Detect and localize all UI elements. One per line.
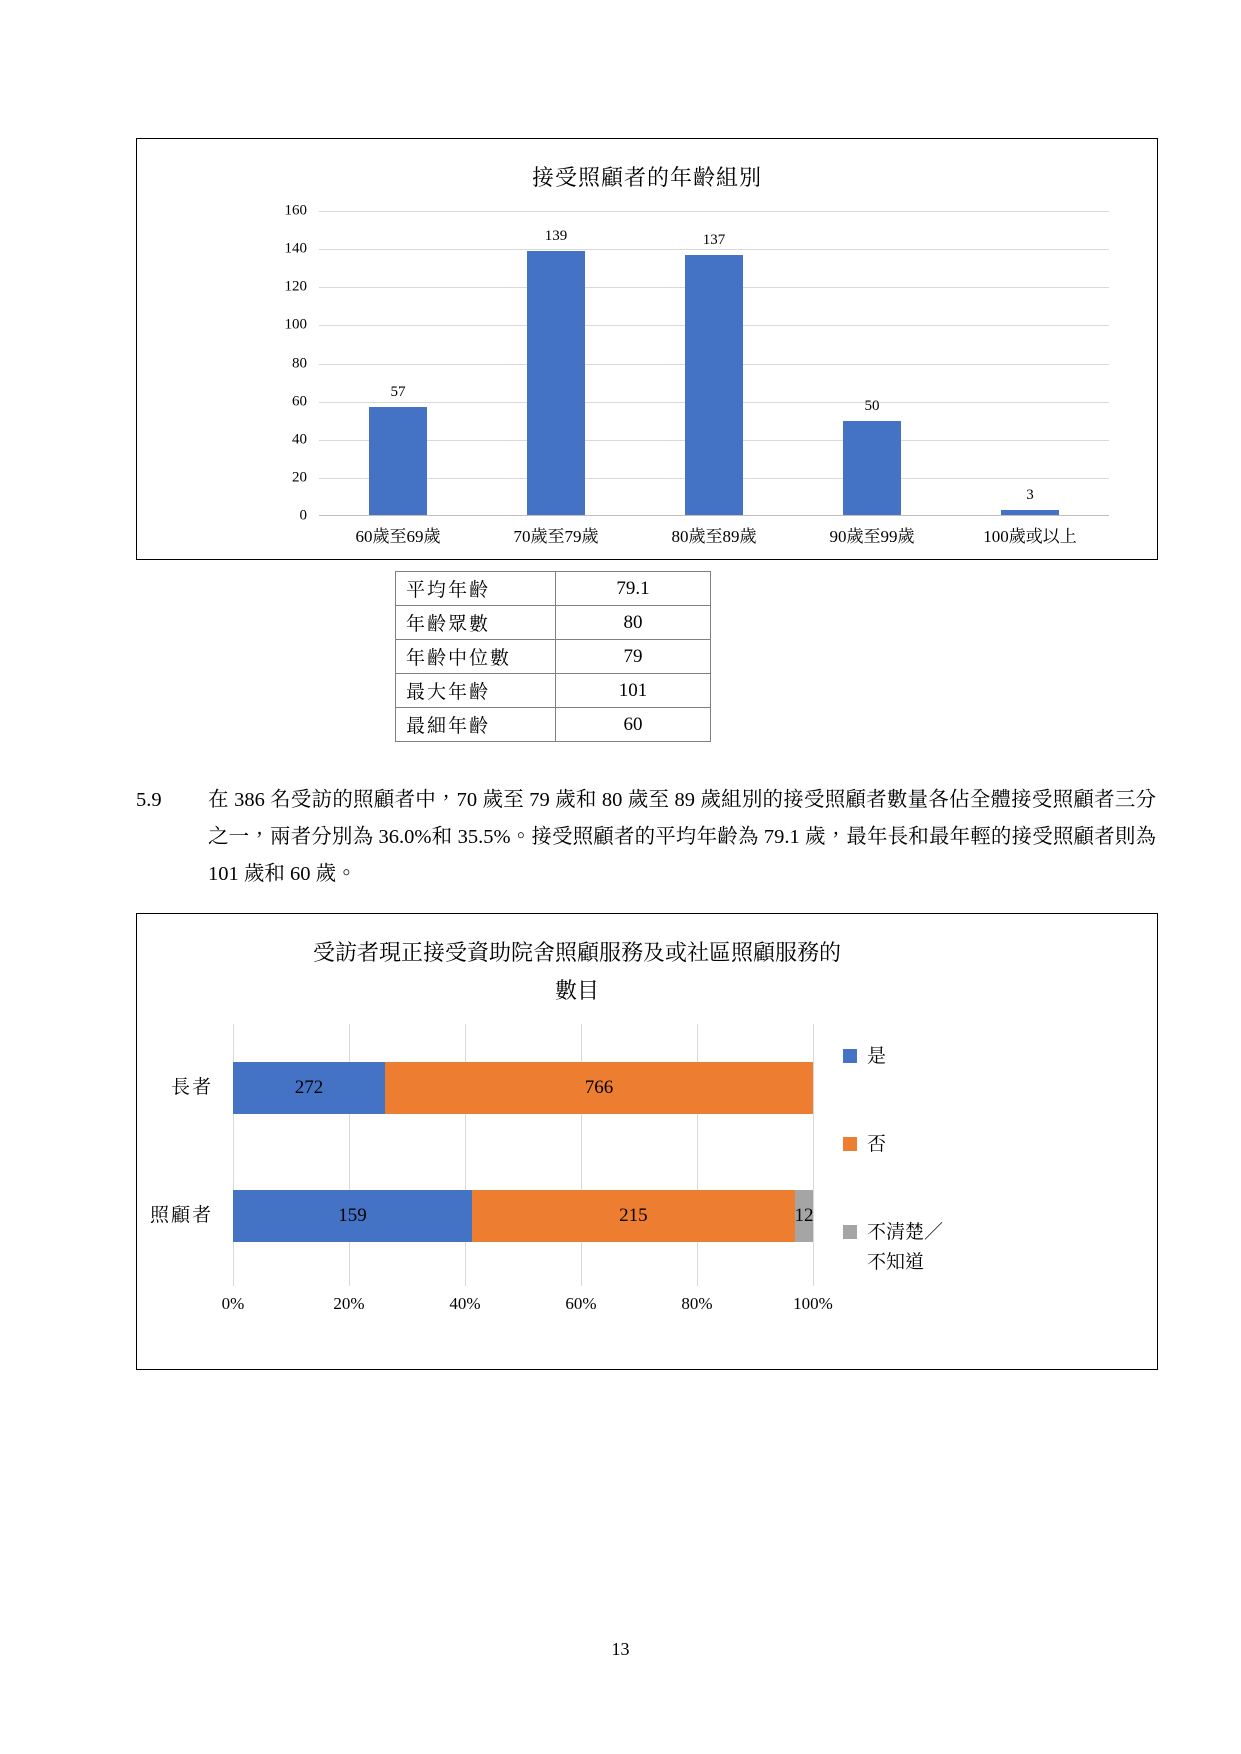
service-usage-stacked-bar-chart	[136, 913, 1158, 1370]
chart2-plot-area	[149, 1024, 813, 1286]
chart1-category-label: 80歲至89歲	[671, 527, 757, 546]
age-group-bar-chart	[136, 138, 1158, 560]
chart2-legend-label: 否	[867, 1134, 887, 1155]
chart1-bar	[527, 251, 585, 516]
chart1-bar-column	[635, 211, 793, 516]
legend-swatch-icon	[843, 1137, 857, 1151]
table-row	[396, 674, 711, 708]
chart1-bar-value-label: 139	[544, 228, 568, 245]
chart2-bar-segment: 215	[472, 1190, 795, 1242]
legend-swatch-icon	[843, 1049, 857, 1063]
stat-label-cell: 平均年齡	[396, 572, 556, 606]
chart2-x-tick-label: 40%	[449, 1294, 481, 1313]
chart1-bar-column	[951, 211, 1109, 516]
paragraph-5-9	[136, 782, 1156, 893]
chart2-legend	[843, 1042, 1043, 1336]
chart2-title-line1: 受訪者現正接受資助院舍照顧服務及或社區照顧服務的	[312, 940, 841, 965]
chart1-category-labels	[319, 522, 1109, 547]
chart1-axis-line	[319, 515, 1109, 516]
stat-label-cell: 年齡眾數	[396, 606, 556, 640]
chart2-title	[197, 934, 957, 1010]
chart2-bar-segment: 12	[795, 1190, 813, 1242]
chart1-plot-area	[284, 202, 1109, 524]
chart1-bar-column	[477, 211, 635, 516]
chart1-y-tick-label: 100	[284, 316, 307, 333]
stat-value-cell: 79	[556, 640, 711, 674]
chart1-category-label: 90歲至99歲	[829, 527, 915, 546]
chart1-bar-value-label: 3	[1026, 487, 1034, 504]
age-statistics-table	[395, 571, 711, 742]
chart2-bar-segment: 159	[233, 1190, 472, 1242]
stat-value-cell: 79.1	[556, 572, 711, 606]
chart2-bar-segment: 766	[385, 1062, 813, 1114]
chart1-bar-value-label: 50	[864, 397, 880, 414]
paragraph-text: 在 386 名受訪的照顧者中，70 歲至 79 歲和 80 歲至 89 歲組別的接受照顧者數量各佔全體接受照顧者三分之一，兩者分別為 36.0%和 35.5%。接受照顧者的平均年齡為 79.1 歲，最年長和最年輕的接受照顧者則為 101 歲和 60 歲。	[208, 789, 1156, 885]
chart2-category-label: 照顧者	[149, 1205, 213, 1226]
chart2-bar-segment: 272	[233, 1062, 385, 1114]
chart1-title: 接受照顧者的年齡組別	[531, 165, 762, 190]
page-number: 13	[611, 1639, 630, 1659]
chart2-legend-item[interactable]	[843, 1218, 1043, 1278]
chart1-bar-value-label: 137	[702, 231, 726, 248]
chart1-bar	[843, 421, 901, 516]
chart2-x-tick-label: 0%	[221, 1294, 245, 1313]
table-row	[396, 572, 711, 606]
chart1-bars	[319, 211, 1109, 516]
stat-label-cell: 最大年齡	[396, 674, 556, 708]
chart2-legend-item[interactable]	[843, 1130, 1043, 1160]
table-row	[396, 708, 711, 742]
stat-label-cell: 年齡中位數	[396, 640, 556, 674]
table-row	[396, 640, 711, 674]
stat-value-cell: 60	[556, 708, 711, 742]
chart2-legend-item[interactable]	[843, 1042, 1043, 1072]
chart1-y-tick-label: 60	[292, 393, 307, 410]
chart1-category-label: 70歲至79歲	[513, 527, 599, 546]
chart1-bar-column	[319, 211, 477, 516]
chart1-y-tick-label: 120	[284, 278, 307, 295]
chart1-y-tick-label: 80	[292, 355, 307, 371]
chart1-y-tick-label: 160	[284, 202, 307, 219]
chart1-y-tick-label: 20	[292, 469, 307, 486]
chart1-y-tick-label: 140	[284, 240, 307, 257]
chart2-x-tick-label: 60%	[565, 1294, 597, 1313]
stat-value-cell: 80	[556, 606, 711, 640]
legend-swatch-icon	[843, 1225, 857, 1239]
chart2-x-tick-label: 80%	[681, 1294, 713, 1313]
table-row	[396, 606, 711, 640]
chart2-x-tick-label: 100%	[793, 1294, 833, 1313]
stat-value-cell: 101	[556, 674, 711, 708]
chart1-bar	[369, 407, 427, 516]
stat-label-cell: 最細年齡	[396, 708, 556, 742]
chart1-bar-column	[793, 211, 951, 516]
chart2-bar-row	[149, 1190, 813, 1242]
chart1-y-tick-label: 40	[292, 431, 307, 448]
chart2-bar-row	[170, 1062, 813, 1114]
chart1-category-label: 60歲至69歲	[355, 527, 441, 546]
chart2-gridline	[813, 1024, 814, 1286]
chart2-legend-label: 是	[867, 1046, 887, 1067]
chart2-title-line2: 數目	[554, 978, 599, 1003]
chart1-y-tick-label: 0	[299, 507, 307, 524]
paragraph-number: 5.9	[136, 789, 162, 811]
chart1-category-label: 100歲或以上	[983, 527, 1077, 546]
chart2-category-label: 長者	[170, 1077, 213, 1098]
chart2-x-tick-label: 20%	[333, 1294, 365, 1313]
chart1-bar	[685, 255, 743, 516]
chart2-legend-label: 不清楚／ 不知道	[867, 1222, 944, 1273]
chart1-bar-value-label: 57	[390, 384, 406, 401]
